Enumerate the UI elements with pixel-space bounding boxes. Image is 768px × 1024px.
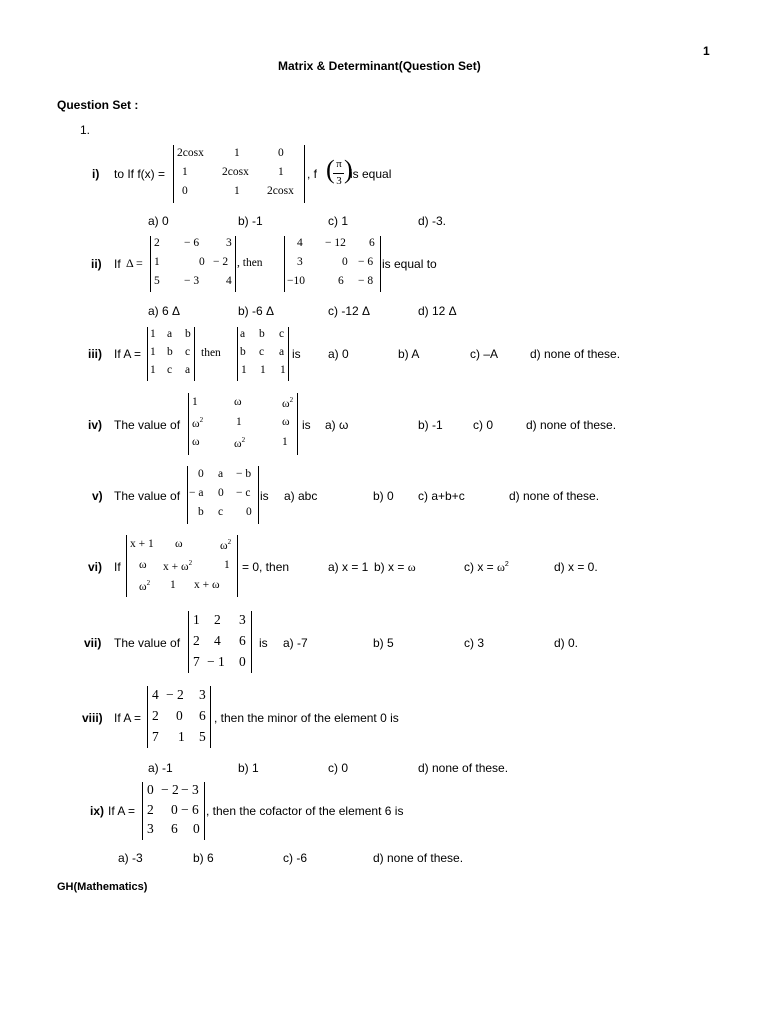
determinant: x + 1 ω $\omega^2$ ω $x + \omega^2$ 1 $\omega^2$ 1 x + ω	[126, 535, 238, 597]
question-text-suffix: is equal to	[382, 257, 437, 271]
question-label: vi)	[88, 560, 103, 574]
option-b: b) 5	[373, 636, 394, 650]
option-d: d) -3.	[418, 214, 447, 228]
question-label: vii)	[84, 636, 102, 650]
question-text: If A =	[114, 347, 142, 361]
determinant: 1 2 3 2 4 6 7 − 1 0	[188, 611, 252, 673]
question-text: The value of	[114, 489, 181, 503]
question-text: The value of	[114, 418, 181, 432]
question-number: 1.	[80, 123, 91, 137]
question-label: v)	[92, 489, 103, 503]
option-c: c) -6	[283, 851, 307, 865]
question-text-suffix: is	[292, 347, 301, 361]
determinant: 4 − 2 3 2 0 6 7 1 5	[147, 686, 211, 748]
option-c: c) 3	[464, 636, 485, 650]
option-a: a) -7	[283, 636, 308, 650]
option-b: b) -1	[238, 214, 263, 228]
section-heading: Question Set :	[57, 98, 139, 112]
option-d: d) none of these.	[530, 347, 621, 361]
option-b: b) 1	[238, 761, 259, 775]
determinant-a: 1 a b 1 b c 1 c a	[147, 327, 195, 381]
question-text: If	[114, 560, 121, 574]
option-c: c) -12 Δ	[328, 304, 371, 318]
question-text: to If f(x) =	[114, 167, 166, 181]
determinant-b: a b c b c a 1 1 1	[237, 327, 289, 381]
option-a: a) abc	[284, 489, 318, 503]
option-c: c) a+b+c	[418, 489, 465, 503]
question-label: ix)	[90, 804, 105, 818]
determinant: 0 a − b − a 0 − c b c 0	[187, 466, 259, 524]
option-a: a) 6 Δ	[148, 304, 181, 318]
determinant: 1 ω $\omega^2$ $\omega^2$ 1 ω ω $\omega^2$ 1	[188, 393, 298, 455]
option-d: d) none of these.	[526, 418, 617, 432]
footer: GH(Mathematics)	[57, 881, 148, 893]
option-c: c) –A	[470, 347, 499, 361]
option-b: b) A	[398, 347, 420, 361]
option-a: a) 0	[328, 347, 349, 361]
option-a: a) x = 1	[328, 560, 369, 574]
option-d: d) 0.	[554, 636, 579, 650]
question-text: The value of	[114, 636, 181, 650]
option-d: d) none of these.	[509, 489, 600, 503]
option-a: a) ω	[325, 418, 349, 432]
question-text: If	[114, 257, 121, 271]
determinant-delta: 2 − 6 3 1 0 − 2 5 − 3 4	[150, 236, 236, 292]
then-text: then	[201, 347, 221, 359]
option-d: d) x = 0.	[554, 560, 598, 574]
option-d: d) none of these.	[373, 851, 464, 865]
question-label: ii)	[91, 257, 102, 271]
question-text-suffix: , then the cofactor of the element 6 is	[206, 804, 404, 818]
question-text-suffix: is equal	[350, 167, 392, 181]
question-text: If A =	[114, 711, 142, 725]
question-label: i)	[92, 167, 100, 181]
question-label: iv)	[88, 418, 103, 432]
option-c: c) 1	[328, 214, 349, 228]
page-title: Matrix & Determinant(Question Set)	[278, 59, 481, 73]
question-text-suffix: = 0, then	[242, 560, 290, 574]
option-b: b) x = ω	[374, 560, 416, 574]
question-text-suffix: is	[259, 636, 268, 650]
question-text-suffix: is	[260, 489, 269, 503]
option-d: d) none of these.	[418, 761, 509, 775]
option-d: d) 12 Δ	[418, 304, 457, 318]
delta-equals: Δ =	[126, 256, 143, 270]
option-a: a) -3	[118, 851, 143, 865]
question-label: viii)	[82, 711, 103, 725]
determinant: 2cosx 1 0 1 2cosx 1 0 1 2cosx	[173, 145, 305, 203]
option-b: b) -1	[418, 418, 443, 432]
option-a: a) -1	[148, 761, 173, 775]
option-b: b) 0	[373, 489, 394, 503]
question-text: If A =	[108, 804, 136, 818]
then-text: , then	[237, 257, 263, 269]
question-label: iii)	[88, 347, 102, 361]
option-c: c) $x = \omega^2$	[464, 560, 509, 574]
option-c: c) 0	[473, 418, 494, 432]
question-text-mid: , f	[307, 167, 318, 181]
option-c: c) 0	[328, 761, 349, 775]
question-text-suffix: , then the minor of the element 0 is	[214, 711, 399, 725]
option-b: b) 6	[193, 851, 214, 865]
option-a: a) 0	[148, 214, 169, 228]
determinant-second: 4 − 12 6 3 0 − 6 −10 6 − 8	[284, 236, 381, 292]
page-number: 1	[703, 44, 710, 58]
option-b: b) -6 Δ	[238, 304, 275, 318]
question-text-suffix: is	[302, 418, 311, 432]
determinant: 0 − 2 − 3 2 0 − 6 3 6 0	[142, 782, 205, 840]
